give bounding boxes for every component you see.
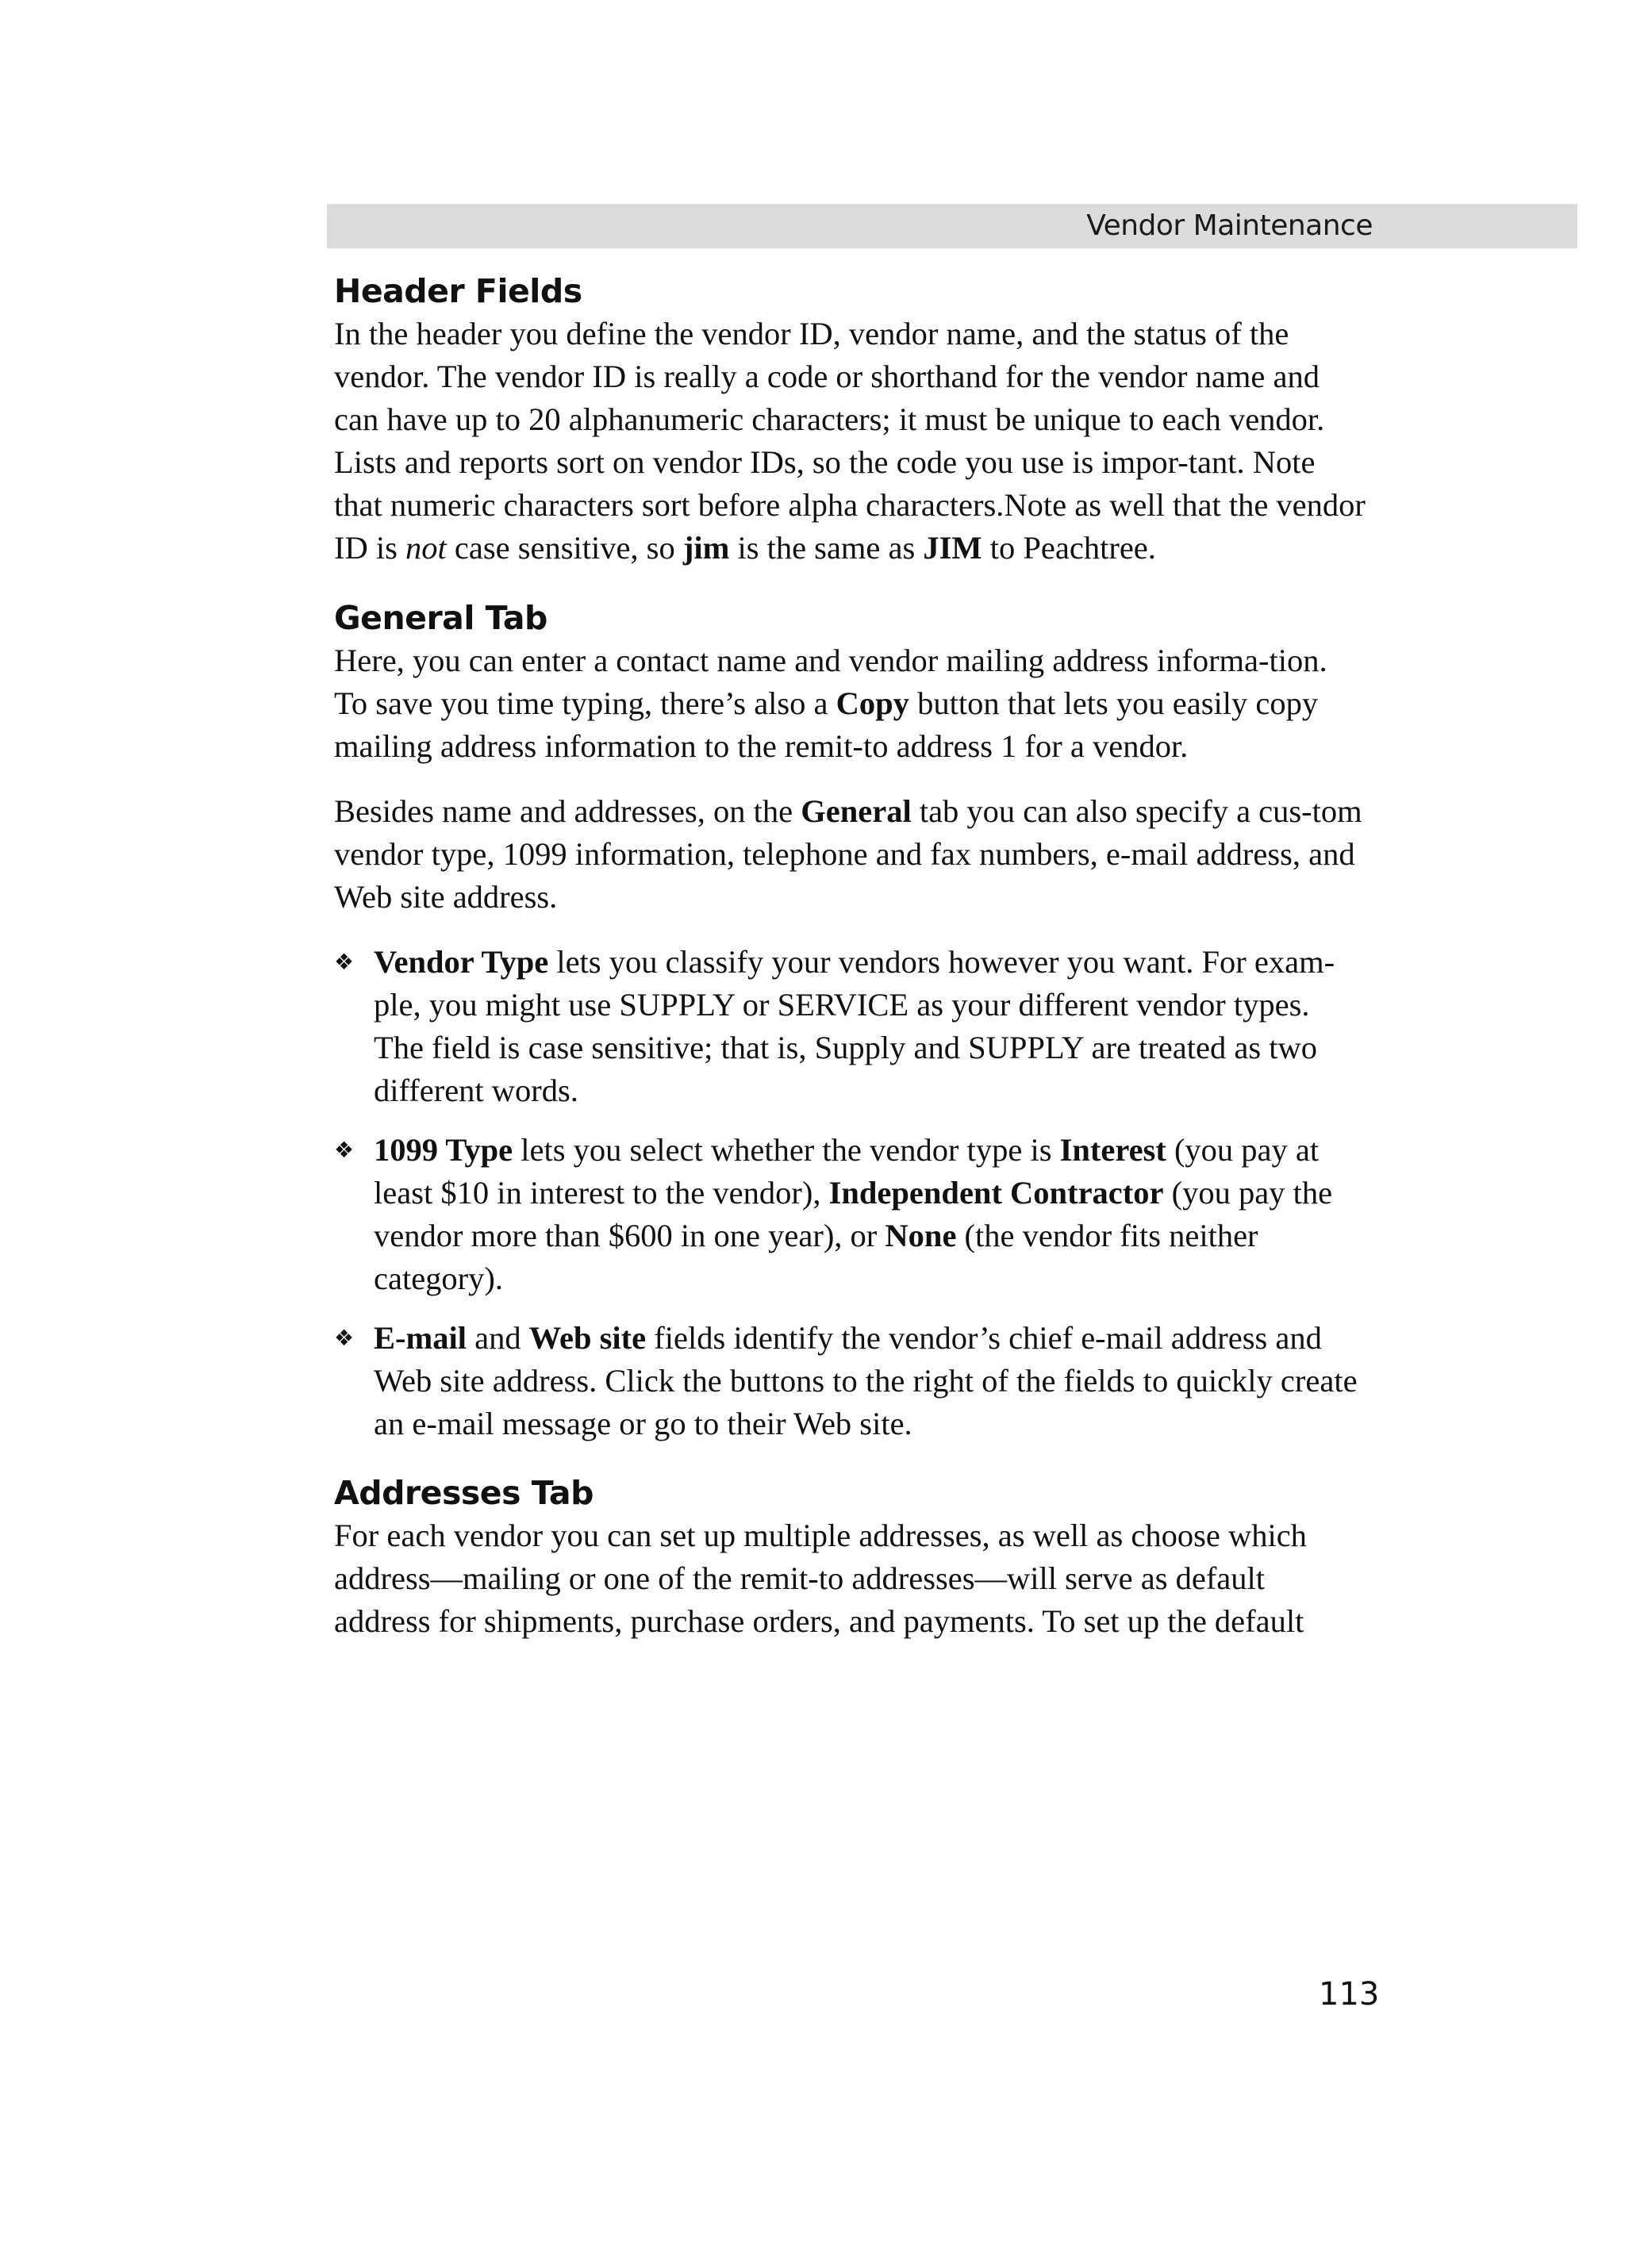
term-interest: Interest — [1059, 1132, 1166, 1168]
running-head-title: Vendor Maintenance — [1086, 209, 1373, 242]
diamond-bullet-icon: ❖ — [334, 1137, 355, 1163]
general-tab-paragraph-2: Besides name and addresses, on the General tab you can also specify a cus-tom vendor type, 1099 information, telephone and fax numbers, e-mail address, and Web site address. — [334, 793, 1362, 915]
term-jim: jim — [682, 530, 730, 566]
list-item-email-web-site: ❖ E-mail and Web site fields identify the vendor’s chief e-mail address and Web site address. Click the buttons to the right of the fields to quickly create an e-mail message or go to their Web site. — [334, 1317, 1366, 1445]
term-1099-type: 1099 Type — [374, 1132, 513, 1168]
page-number: 113 — [1319, 1976, 1380, 2013]
term-general: General — [801, 793, 912, 829]
term-vendor-type: Vendor Type — [374, 944, 549, 980]
section-heading-header-fields: Header Fields — [334, 272, 582, 310]
addresses-tab-paragraph: For each vendor you can set up multiple addresses, as well as choose which address—mailing or one of the remit-to addresses—will serve as default address for shipments, purchase orders, and payments. To set up the default — [334, 1518, 1307, 1639]
general-tab-bullet-list — [334, 941, 1366, 1445]
header-fields-paragraph: In the header you define the vendor ID, vendor name, and the status of the vendor. The vendor ID is really a code or shorthand for the vendor name and can have up to 20 alphanumeric characters; it must be unique to each vendor. Lists and reports sort on vendor IDs, so the code you use is impor-tant. Note that numeric characters sort before alpha characters.Note as well that the vendor ID is not case sensitive, so jim is the same as JIM to Peachtree. — [334, 316, 1366, 566]
list-item-vendor-type: ❖ Vendor Type lets you classify your vendors however you want. For exam-ple, you might use SUPPLY or SERVICE as your different vendor types. The field is case sensitive; that is, Supply and SUPPLY are treated as two different words. — [334, 941, 1366, 1112]
term-email: E-mail — [374, 1320, 467, 1356]
diamond-bullet-icon: ❖ — [334, 949, 355, 975]
term-copy: Copy — [836, 685, 909, 721]
term-none: None — [885, 1218, 957, 1253]
running-head-bar — [327, 204, 1577, 248]
term-JIM: JIM — [923, 530, 982, 566]
emphasis-not: not — [405, 530, 447, 566]
section-heading-general-tab: General Tab — [334, 599, 547, 637]
term-web-site: Web site — [528, 1320, 647, 1356]
list-item-1099-type: ❖ 1099 Type lets you select whether the vendor type is Interest (you pay at least $10 in interest to the vendor), Independent Contractor (you pay the vendor more than $600 in one year), or None (the vendor fits neither category). — [334, 1129, 1366, 1300]
section-heading-addresses-tab: Addresses Tab — [334, 1474, 594, 1512]
general-tab-paragraph-1: Here, you can enter a contact name and vendor mailing address informa-tion. To save you time typing, there’s also a Copy button that lets you easily copy mailing address information to the remit-to address 1 for a vendor. — [334, 643, 1327, 764]
term-independent-contractor: Independent Contractor — [828, 1175, 1164, 1211]
diamond-bullet-icon: ❖ — [334, 1325, 355, 1351]
page-body — [334, 270, 1366, 1643]
